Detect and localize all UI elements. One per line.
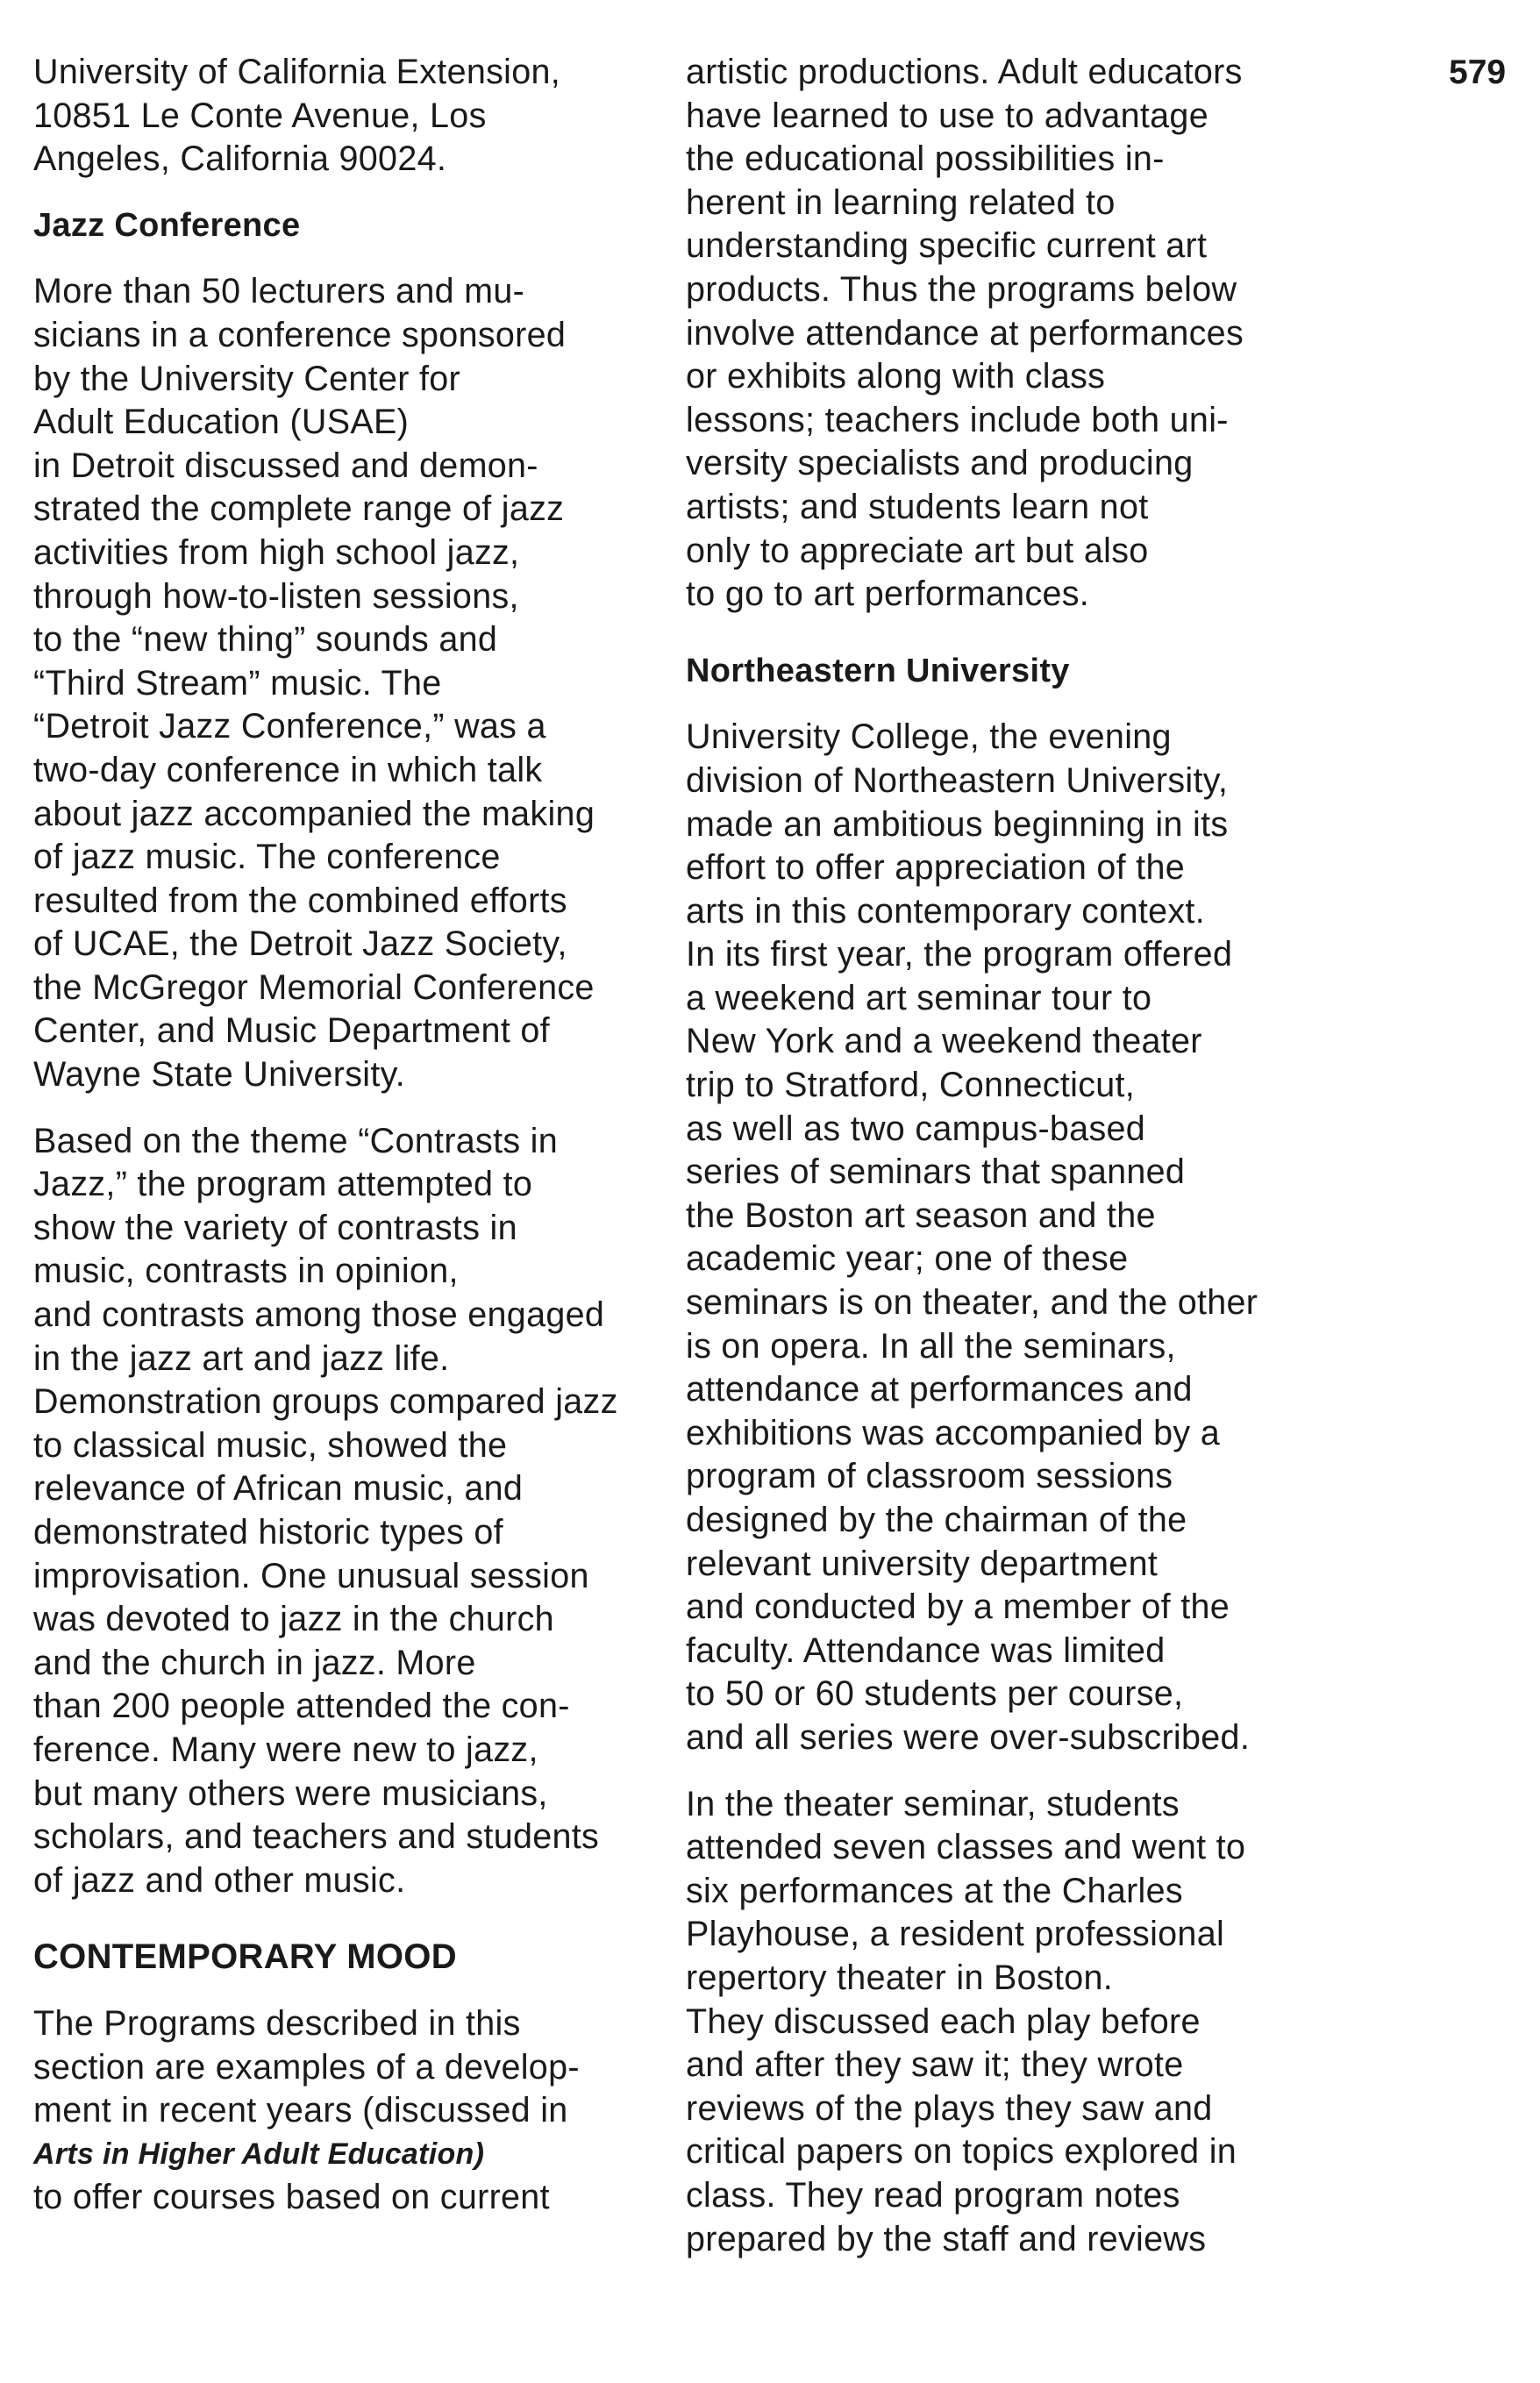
text-line: New York and a weekend theater bbox=[686, 1022, 1202, 1061]
text-line: seminars is on theater, and the other bbox=[686, 1283, 1258, 1323]
contemporary-mood-heading: CONTEMPORARY MOOD bbox=[33, 1937, 457, 1977]
jazz-paragraph-2 bbox=[33, 1120, 665, 1903]
text-line: have learned to use to advantage bbox=[686, 96, 1208, 135]
text-line: The Programs described in this bbox=[33, 2003, 521, 2043]
address-line: University of California Extension, bbox=[33, 53, 561, 91]
text-line: Jazz,” the program attempted to bbox=[33, 1165, 533, 1204]
text-line: repertory theater in Boston. bbox=[686, 1958, 1114, 1997]
text-line: University College, the evening bbox=[686, 717, 1172, 757]
text-line: critical papers on topics explored in bbox=[686, 2132, 1237, 2172]
text-line: In the theater seminar, students bbox=[686, 1784, 1180, 1823]
text-line: ment in recent years (discussed in bbox=[33, 2091, 568, 2130]
text-line: in the jazz art and jazz life. bbox=[33, 1338, 450, 1378]
text-line: effort to offer appreciation of the bbox=[686, 848, 1185, 888]
text-line: and all series were over-subscribed. bbox=[686, 1717, 1251, 1757]
text-line: demonstrated historic types of bbox=[33, 1513, 503, 1552]
text-line: attendance at performances and bbox=[686, 1370, 1193, 1409]
text-line: two-day conference in which talk bbox=[33, 750, 543, 789]
text-line: versity specialists and producing bbox=[686, 444, 1194, 483]
text-line: to classical music, showed the bbox=[33, 1425, 508, 1465]
text-line: academic year; one of these bbox=[686, 1239, 1129, 1279]
text-line: of jazz music. The conference bbox=[33, 838, 501, 877]
mood-paragraph bbox=[33, 2002, 665, 2220]
text-line: exhibitions was accompanied by a bbox=[686, 1413, 1221, 1452]
right-column bbox=[686, 51, 1317, 2261]
address-block bbox=[33, 51, 665, 182]
page-number: 579 bbox=[1449, 54, 1507, 91]
continued-paragraph bbox=[686, 51, 1317, 617]
text-line: herent in learning related to bbox=[686, 182, 1116, 222]
text-line: involve attendance at performances bbox=[686, 313, 1244, 353]
text-line: division of Northeastern University, bbox=[686, 760, 1229, 800]
text-line: “Third Stream” music. The bbox=[33, 663, 442, 703]
text-line: six performances at the Charles bbox=[686, 1871, 1183, 1910]
text-line: understanding specific current art bbox=[686, 226, 1208, 266]
text-line: was devoted to jazz in the church bbox=[33, 1600, 554, 1639]
text-line: program of classroom sessions bbox=[686, 1457, 1173, 1496]
text-line: music, contrasts in opinion, bbox=[33, 1252, 459, 1291]
text-line: designed by the chairman of the bbox=[686, 1501, 1187, 1539]
text-line: They discussed each play before bbox=[686, 2001, 1201, 2041]
text-line: prepared by the staff and reviews bbox=[686, 2219, 1207, 2258]
text-line: to 50 or 60 students per course, bbox=[686, 1674, 1184, 1714]
jazz-conference-heading: Jazz Conference bbox=[33, 206, 301, 244]
text-line: show the variety of contrasts in bbox=[33, 1208, 517, 1247]
text-line: and after they saw it; they wrote bbox=[686, 2045, 1184, 2085]
left-column bbox=[33, 51, 665, 2220]
text-line: artists; and students learn not bbox=[686, 487, 1149, 526]
text-line: as well as two campus-based bbox=[686, 1109, 1146, 1148]
text-line: sicians in a conference sponsored bbox=[33, 315, 567, 354]
text-line: is on opera. In all the seminars, bbox=[686, 1326, 1176, 1366]
text-line: made an ambitious beginning in its bbox=[686, 804, 1229, 844]
text-line: resulted from the combined efforts bbox=[33, 881, 567, 920]
text-line: relevance of African music, and bbox=[33, 1469, 524, 1509]
text-line: ference. Many were new to jazz, bbox=[33, 1730, 538, 1769]
text-line: lessons; teachers include both uni- bbox=[686, 400, 1229, 439]
text-line: the McGregor Memorial Conference bbox=[33, 967, 595, 1007]
address-line: Angeles, California 90024. bbox=[33, 139, 447, 179]
northeastern-paragraph-2 bbox=[686, 1783, 1317, 2262]
text-line: strated the complete range of jazz bbox=[33, 489, 565, 529]
text-line: class. They read program notes bbox=[686, 2175, 1180, 2215]
text-line: than 200 people attended the con- bbox=[33, 1687, 570, 1726]
text-line: only to appreciate art but also bbox=[686, 531, 1149, 570]
text-line: Adult Education (USAE) bbox=[33, 403, 410, 442]
jazz-paragraph-1 bbox=[33, 270, 665, 1096]
text-line: improvisation. One unusual session bbox=[33, 1556, 589, 1595]
text-line: about jazz accompanied the making bbox=[33, 794, 595, 833]
text-line: activities from high school jazz, bbox=[33, 532, 520, 572]
text-line: Wayne State University. bbox=[33, 1055, 405, 1095]
text-line: attended seven classes and went to bbox=[686, 1828, 1246, 1867]
text-line: to go to art performances. bbox=[686, 574, 1090, 614]
text-line: arts in this contemporary context. bbox=[686, 891, 1205, 931]
text-line: the educational possibilities in- bbox=[686, 139, 1165, 179]
text-line: scholars, and teachers and students bbox=[33, 1817, 600, 1857]
text-line: and the church in jazz. More bbox=[33, 1643, 476, 1682]
text-line: faculty. Attendance was limited bbox=[686, 1630, 1166, 1670]
text-line: or exhibits along with class bbox=[686, 357, 1106, 396]
northeastern-heading: Northeastern University bbox=[686, 652, 1070, 689]
text-line: More than 50 lecturers and mu- bbox=[33, 272, 525, 311]
text-line: of UCAE, the Detroit Jazz Society, bbox=[33, 924, 567, 964]
text-line: Demonstration groups compared jazz bbox=[33, 1382, 618, 1422]
text-line: artistic productions. Adult educators bbox=[686, 53, 1243, 91]
text-line: “Detroit Jazz Conference,” was a bbox=[33, 707, 546, 746]
text-line: of jazz and other music. bbox=[33, 1860, 406, 1900]
text-line: products. Thus the programs below bbox=[686, 269, 1237, 309]
text-line: in Detroit discussed and demon- bbox=[33, 446, 538, 485]
text-line: but many others were musicians, bbox=[33, 1773, 548, 1813]
text-line: relevant university department bbox=[686, 1544, 1159, 1583]
text-line: trip to Stratford, Connecticut, bbox=[686, 1066, 1136, 1105]
text-line: and conducted by a member of the bbox=[686, 1587, 1230, 1627]
text-line: series of seminars that spanned bbox=[686, 1152, 1186, 1192]
text-line: the Boston art season and the bbox=[686, 1195, 1156, 1235]
text-line: to offer courses based on current bbox=[33, 2178, 550, 2217]
text-line: through how-to-listen sessions, bbox=[33, 576, 519, 616]
text-line: In its first year, the program offered bbox=[686, 935, 1233, 974]
text-line: reviews of the plays they saw and bbox=[686, 2088, 1213, 2128]
text-line: by the University Center for bbox=[33, 359, 460, 398]
text-line: and contrasts among those engaged bbox=[33, 1295, 605, 1335]
text-line: a weekend art seminar tour to bbox=[686, 978, 1152, 1017]
text-line: Center, and Music Department of bbox=[33, 1011, 550, 1051]
northeastern-paragraph-1 bbox=[686, 716, 1317, 1759]
italic-reference: Arts in Higher Adult Education) bbox=[33, 2137, 485, 2171]
address-line: 10851 Le Conte Avenue, Los bbox=[33, 96, 487, 135]
text-line: to the “new thing” sounds and bbox=[33, 620, 498, 660]
text-line: Playhouse, a resident professional bbox=[686, 1915, 1225, 1954]
text-line: Based on the theme “Contrasts in bbox=[33, 1121, 559, 1160]
text-line: section are examples of a develop- bbox=[33, 2047, 580, 2087]
